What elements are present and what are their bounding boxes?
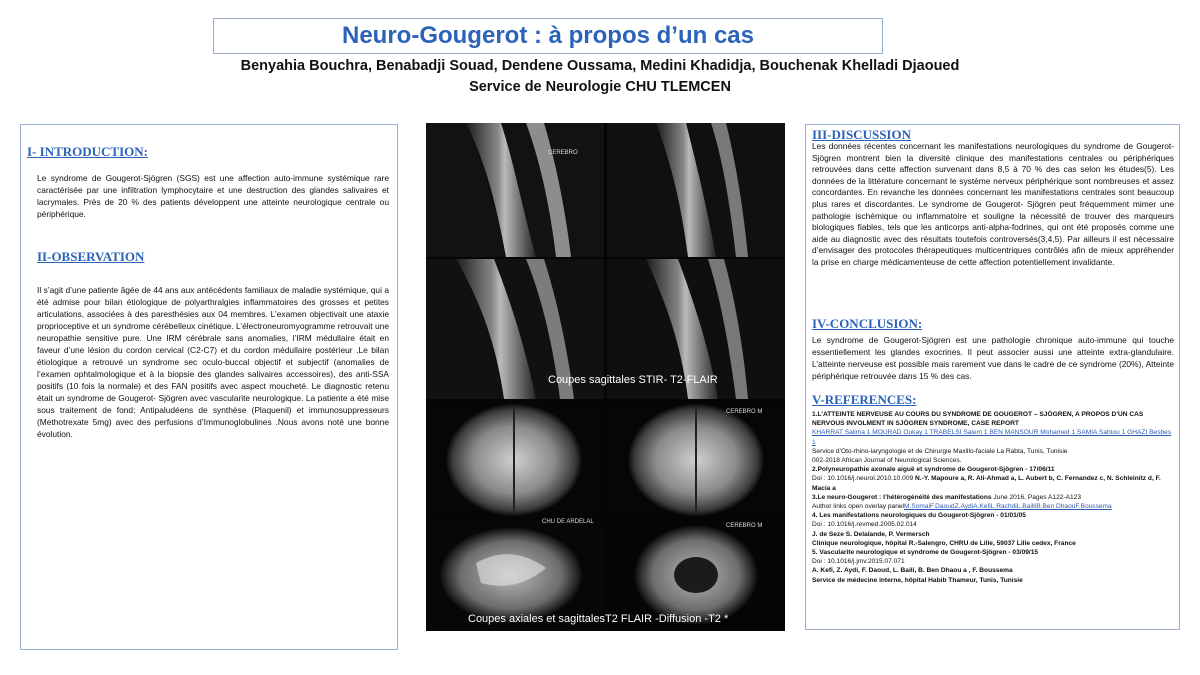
discussion-heading: III-DISCUSSION bbox=[812, 127, 911, 142]
ref-2-doi: Doi : 10.1016/j.neurol.2010.10.009 bbox=[812, 475, 914, 483]
ref-1-journal: 002-2018 African Journal of Neurological Sciences. bbox=[812, 457, 962, 465]
ref-5-title: 5. Vascularite neurologique et syndrome de Gougerot-Sjögren - 03/09/15 bbox=[812, 549, 1039, 557]
overlay-label: CEREBRO M bbox=[726, 409, 763, 415]
overlay-label: CHU DE ARDELAL bbox=[542, 519, 594, 525]
ref-2-title: 2.Polyneuropathie axonale aiguë et syndrome de Gougerot-Sjögren - 17/06/11 bbox=[812, 466, 1055, 474]
ref-4-title: 4. Les manifestations neurologiques du Gougerot-Sjögren - 01/01/05 bbox=[812, 512, 1026, 520]
overlay-label: CEREBRO bbox=[548, 150, 578, 156]
observation-text: Il s’agit d’une patiente âgée de 44 ans aux antécédents familiaux de maladie systémique, qui a été admise pour bilan étiologique de polyarthralgies inflammatoires des grosses et petites articulations, associées à des paresthésies aux 04 membres. L’examen objectivait une ataxie proprioceptive et un syndrome cérébelleux cinétique. L’électroneuromyogramme retrouvait une neuropathie sensitive pure. Une IRM cérébrale sans anomalies, l’IRM médullaire était en faveur d’une lésion du cordon cervical (C2-C7) et du cordon médullaire postérieur .Le bilan étiologique a retrouvé un syndrome sec oculo-buccal objectif et subjectif (anomalies de l’examen ophtalmologique et à la biopsie des glandes salivaires accessoires), des anti-SSA positifs (10 fois la normale) et des FAN positifs avec aspect moucheté. Le diagnostic retenu était un syndrome de Gougerot- Sjögren avec vascularite neurologique. La patiente a été mise sous traitement de fond: Antipaludéens de synthèse (Plaquenil) et immunosuppresseurs (Methotrexate 5mg) avec des perfusions d’Immunoglobulines .Nous avons noté une bonne évolution. bbox=[37, 285, 389, 439]
introduction-heading: I- INTRODUCTION: bbox=[27, 144, 148, 159]
ref-5-authors: A. Kefi, Z. Aydi, F. Daoud, L. Baili, B. Ben Dhaou a , F. Boussema bbox=[812, 567, 1013, 575]
authors-line: Benyahia Bouchra, Benabadji Souad, Dendene Oussama, Medini Khadidja, Bouchenak Khelladi Djaoued bbox=[240, 58, 960, 74]
ref-4-authors: J. de Seze S. Delalande, P. Vermersch bbox=[812, 530, 930, 538]
ref-3-line bbox=[812, 493, 1174, 502]
conclusion-heading: IV-CONCLUSION: bbox=[812, 316, 923, 331]
ref-4-doi: Doi : 10.1016/j.revmed.2005.02.014 bbox=[812, 521, 917, 529]
ref-5-affiliation: Service de médecine interne, hôpital Habib Thameur, Tunis, Tunisie bbox=[812, 576, 1023, 584]
ref-3-authors-prefix: Author links open overlay panel bbox=[812, 503, 905, 511]
ref-1-affiliation: Service d’Oto-rhino-laryngologie et de Chirurgie Maxillo-faciale La Rabta, Tunis, Tunisie bbox=[812, 447, 1068, 455]
ref-5-doi: Doi : 10.1016/j.jmv.2015.07.071 bbox=[812, 558, 905, 566]
ref-1-authors[interactable]: KHARRAT Salima 1 MOURAD Oukay 1 TRABELSI Salem 1 BEN MANSOUR Mohamed 1 SAMIA Sahtou 1 GHAZI Besbes 1 bbox=[812, 429, 1172, 446]
overlay-label: CEREBRO M bbox=[726, 523, 763, 529]
ref-2-authors: N.-Y. Mapoure a, R. Ali-Ahmad a, L. Aubert b, C. Fernandez c, N. Schleinitz d, F. Macia a bbox=[812, 475, 1161, 492]
ref-3-authors[interactable]: M.SomaiF.DaoudZ.AydiA.KefiL.RachdiL.BailliB.Ben DhaouF.Boussema bbox=[904, 503, 1112, 511]
observation-heading: II-OBSERVATION bbox=[37, 249, 145, 264]
ref-2-line bbox=[812, 474, 1174, 492]
introduction-text: Le syndrome de Gougerot-Sjögren (SGS) est une affection auto-immune systémique rare caractérisée par une infiltration lymphocytaire et une destruction des glandes salivaires et lacrymales. Près de 20 % des patients développent une atteinte neurologique centrale ou périphérique. bbox=[37, 173, 389, 219]
ref-3-authors-line bbox=[812, 502, 1174, 511]
caption-sagittal: Coupes sagittales STIR- T2-FLAIR bbox=[548, 374, 718, 386]
ref-1-title-en: NERVOUS INVOLMENT IN SJÖGREN SYNDROME, CASE REPORT bbox=[812, 420, 1019, 428]
title-box bbox=[213, 18, 883, 54]
caption-axial: Coupes axiales et sagittalesT2 FLAIR -Diffusion -T2 * bbox=[468, 613, 729, 625]
discussion-text: Les données récentes concernant les manifestations neurologiques du syndrome de Gougerot- Sjögren montrent bien la diversité clinique des manifestations centrales ou périphériques retrouvées dans cette affection survenant dans 8,5 à 70 % des cas selon les études(5). Les données de la littérature concernant le système nerveux périphérique sont nombreuses et assez concordantes. En revanche les données concernant les manifestations centrales sont beaucoup plus rares et discordantes. Le syndrome de Gougerot- Sjögren peut fréquemment mimer une pathologie ischémique ou inflammatoire et souligne la nécessité de trouver des marqueurs biologiques fiables, tels que les anticorps anti-alpha-fodrines, qui ont été proposés comme une aide au diagnostic avec des résultats toutefois controversés(3,4,5). Par ailleurs il est nécessaire d’envisager des protocoles thérapeutiques multicentriques contrôlés afin de mieux appréhender la prise en charge médicamenteuse de cette affection potentiellement invalidante. bbox=[812, 141, 1174, 267]
ref-4-affiliation: Clinique neurologique, hôpital R.-Salengro, CHRU de Lille, 59037 Lille cedex, France bbox=[812, 539, 1076, 547]
service-line: Service de Neurologie CHU TLEMCEN bbox=[469, 79, 731, 95]
left-panel bbox=[20, 124, 398, 650]
references-list bbox=[812, 410, 1174, 585]
ref-3-title: 3.Le neuro-Gougerot : l’hétérogénéité des manifestations bbox=[812, 493, 992, 501]
conclusion-text: Le syndrome de Gougerot-Sjögren est une pathologie chronique auto-immune qui touche essentiellement les glandes exocrines. Il peut associer aussi une atteinte extra-glandulaire. L’atteinte nerveuse est possible mais rarement vue dans le cadre de ce syndrome (20%), Atteinte périphérique retrouvée dans 15 % des cas. bbox=[812, 335, 1174, 381]
references-heading: V-REFERENCES: bbox=[812, 392, 917, 407]
ref-1-title: 1.L’ATTEINTE NERVEUSE AU COURS DU SYNDROME DE GOUGEROT – SJÖGREN, A PROPOS D’UN CAS bbox=[812, 411, 1144, 418]
ref-3-source: June 2016, Pages A122-A123 bbox=[993, 493, 1081, 501]
right-panel bbox=[805, 124, 1180, 630]
poster-title: Neuro-Gougerot : à propos d’un cas bbox=[341, 22, 755, 49]
mri-image-column bbox=[426, 123, 785, 631]
